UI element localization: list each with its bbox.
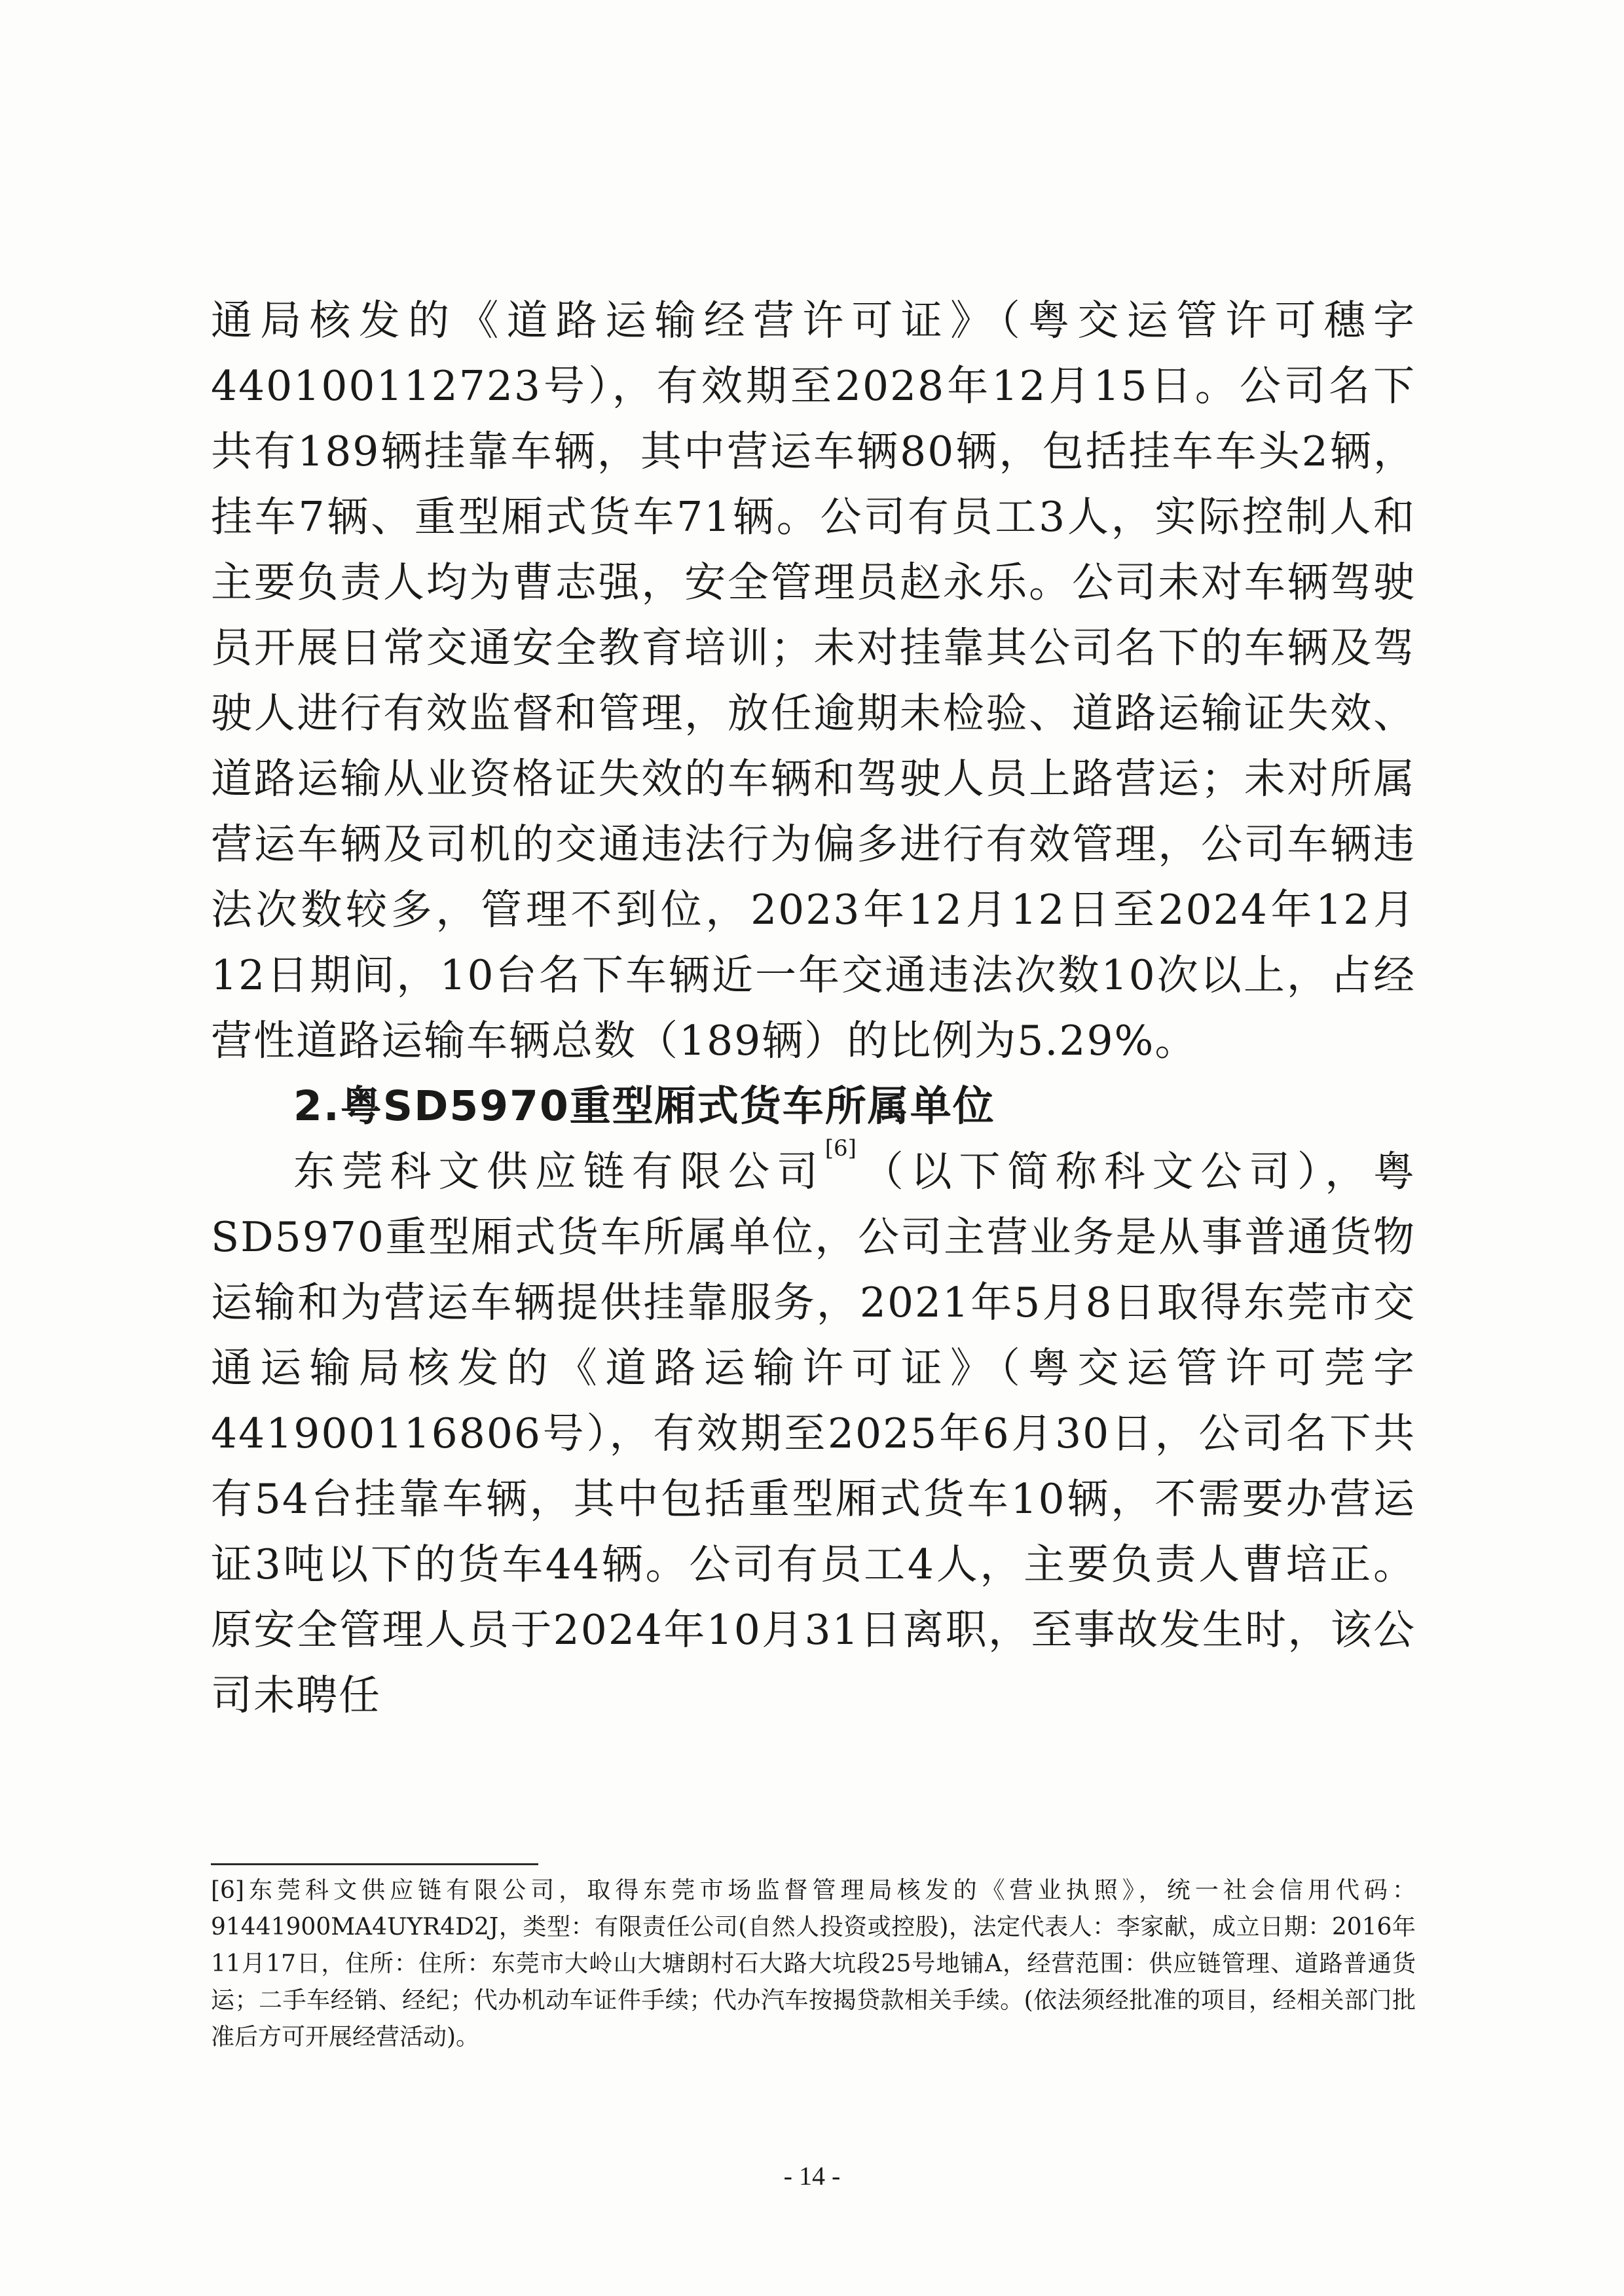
paragraph-company-2 [211, 1135, 1416, 1728]
section-heading: 2.粤SD5970重型厢式货车所属单位 [293, 1082, 995, 1130]
paragraph-company-1: 通局核发的《道路运输经营许可证》（粤交运管许可穗字440100112723号），有效期至2028年12月15日。公司名下共有189辆挂靠车辆，其中营运车辆80辆，包括挂车车头2辆，挂车7辆、重型厢式货车71辆。公司有员工3人，实际控制人和主要负责人均为曹志强，安全管理员赵永乐。公司未对车辆驾驶员开展日常交通安全教育培训；未对挂靠其公司名下的车辆及驾驶人进行有效监督和管理，放任逾期未检验、道路运输证失效、道路运输从业资格证失效的车辆和驾驶人员上路营运；未对所属营运车辆及司机的交通违法行为偏多进行有效管理，公司车辆违法次数较多，管理不到位，2023年12月12日至2024年12月12日期间，10台名下车辆近一年交通违法次数10次以上，占经营性道路运输车辆总数（189辆）的比例为5.29%。 [211, 297, 1416, 1065]
company-name: 东莞科文供应链有限公司 [293, 1148, 825, 1195]
paragraph-text: （以下简称科文公司），粤SD5970重型厢式货车所属单位，公司主营业务是从事普通货物运输和为营运车辆提供挂靠服务，2021年5月8日取得东莞市交通运输局核发的《道路运输许可证》（粤交运管许可莞字441900116806号），有效期至2025年6月30日，公司名下共有54台挂靠车辆，其中包括重型厢式货车10辆，不需要办营运证3吨以下的货车44辆。公司有员工4人，主要负责人曹培正。原安全管理人员于2024年10月31日离职，至事故发生时，该公司未聘任 [211, 1148, 1416, 1719]
footnote-divider [211, 1863, 538, 1865]
page-number: - 14 - [783, 2161, 841, 2191]
footnote-reference[interactable]: [6] [824, 1135, 857, 1161]
body-text [211, 288, 1416, 1728]
footnote-6: [6]东莞科文供应链有限公司，取得东莞市场监督管理局核发的《营业执照》，统一社会信用代码：91441900MA4UYR4D2J，类型：有限责任公司(自然人投资或控股)，法定代表人：李家献，成立日期：2016年11月17日，住所：住所：东莞市大岭山大塘朗村石大路大坑段25号地铺A，经营范围：供应链管理、道路普通货运；二手车经销、经纪；代办机动车证件手续；代办汽车按揭贷款相关手续。(依法须经批准的项目，经相关部门批准后方可开展经营活动)。 [211, 1877, 1416, 2050]
